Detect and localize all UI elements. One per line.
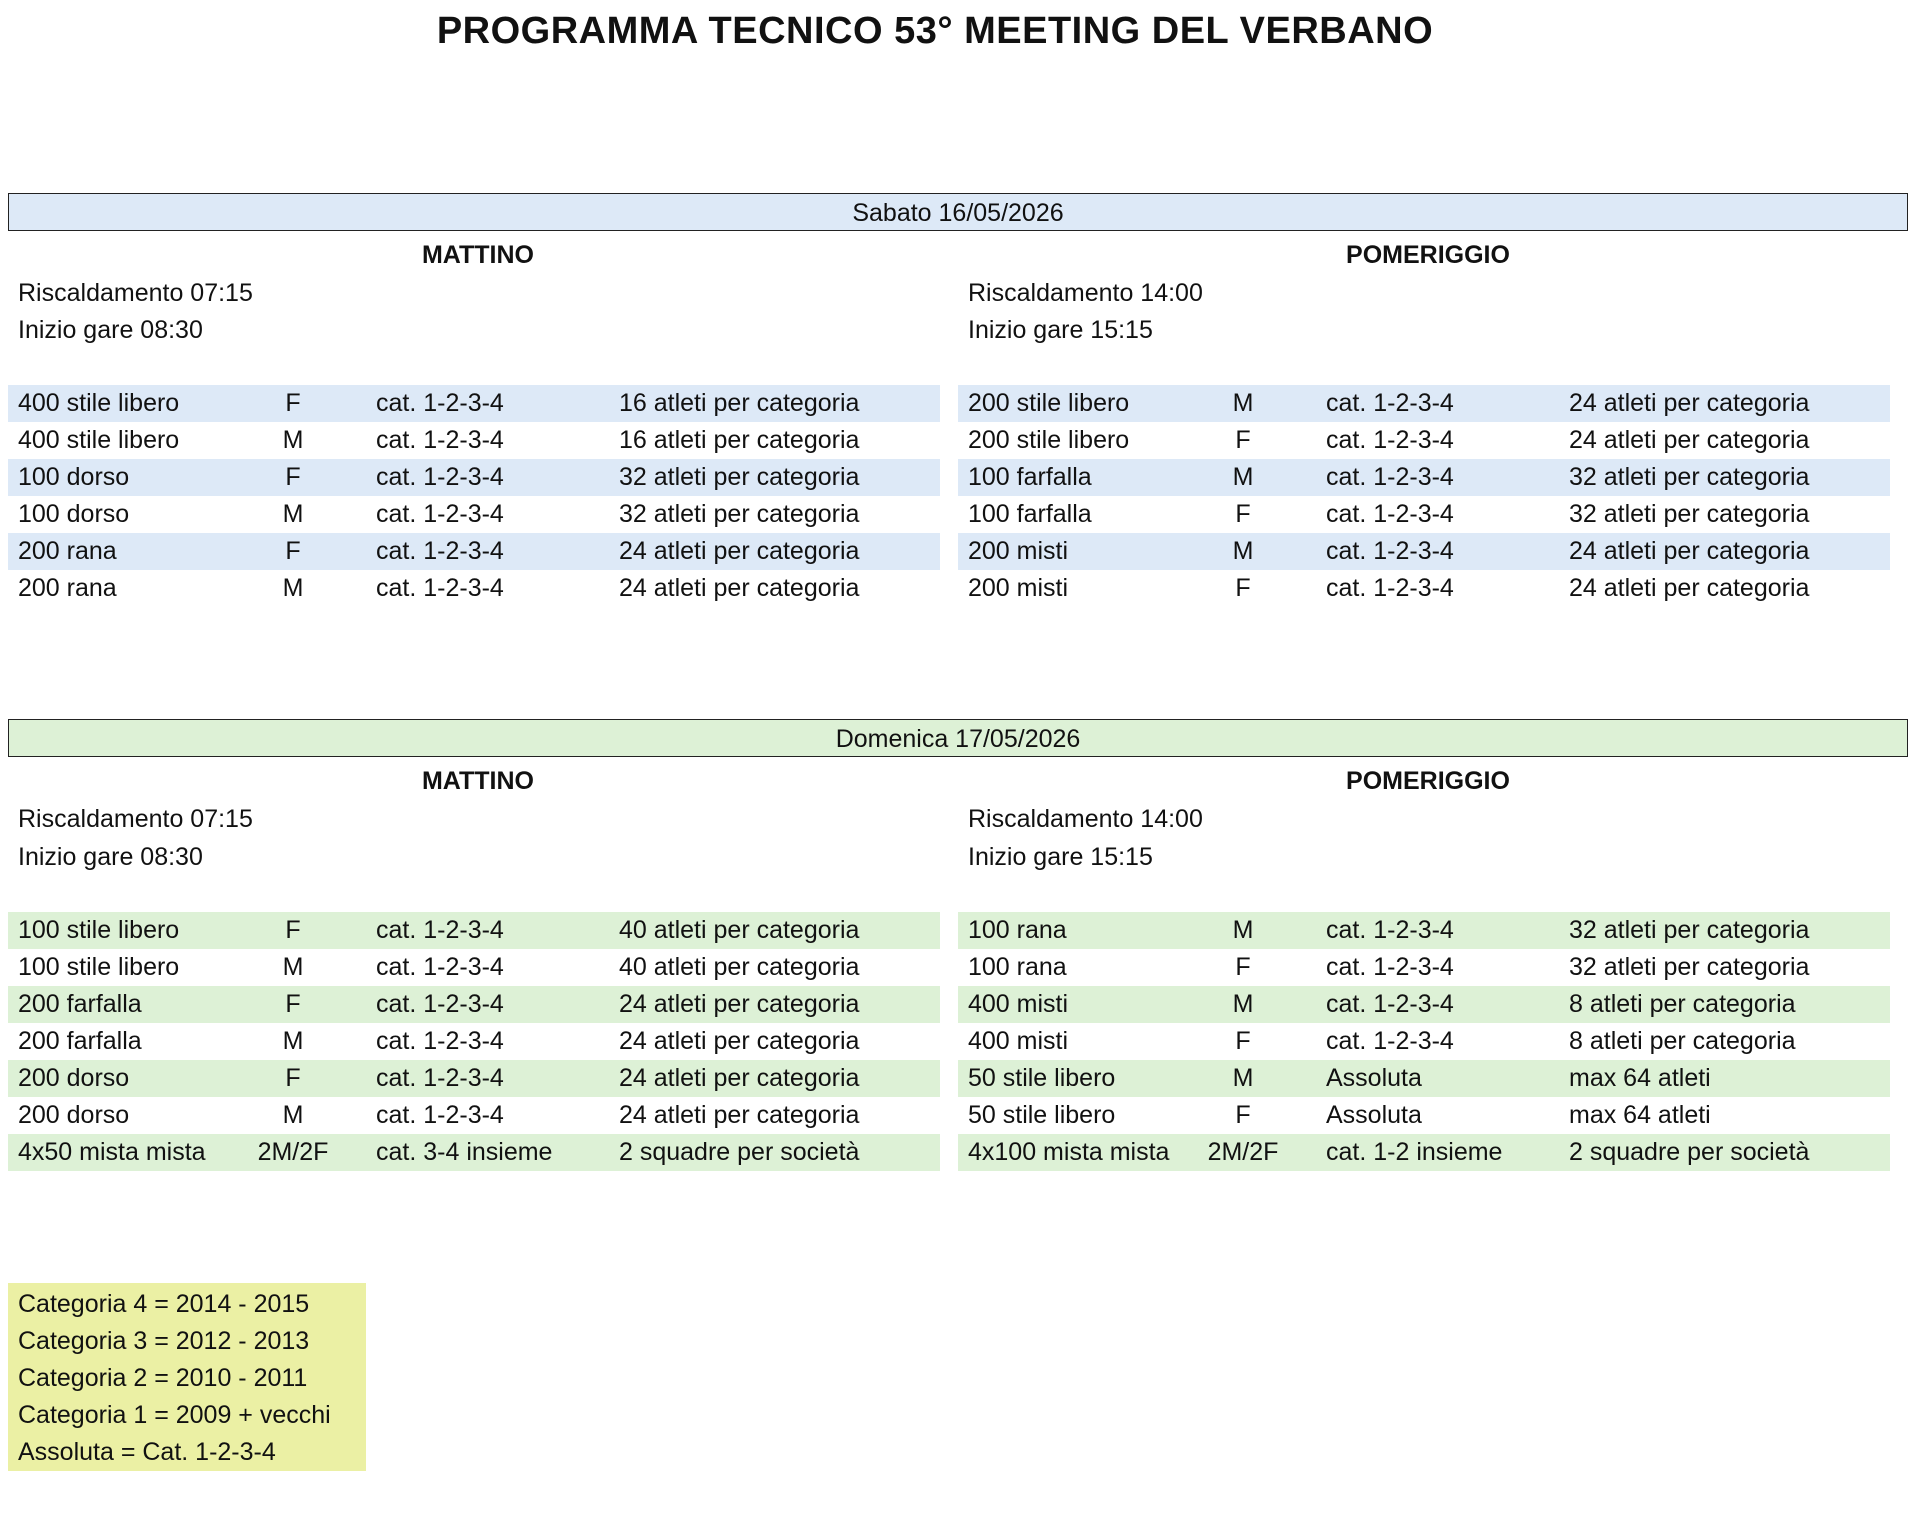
event-limit: 24 atleti per categoria [619, 1064, 860, 1092]
event-limit: 40 atleti per categoria [619, 953, 860, 981]
event-category: cat. 1-2-3-4 [1326, 1027, 1454, 1055]
event-category: cat. 1-2-3-4 [376, 500, 504, 528]
event-name: 100 stile libero [18, 953, 180, 981]
event-name: 4x50 mista mista [18, 1138, 206, 1166]
event-name: 100 rana [968, 953, 1067, 981]
event-sex: M [1232, 537, 1254, 565]
event-sex: F [285, 916, 301, 944]
event-sex: F [285, 463, 301, 491]
event-category: Assoluta [1326, 1101, 1422, 1129]
warmup-saturday-morning: Riscaldamento 07:15 [18, 279, 253, 307]
event-category: cat. 1-2-3-4 [376, 1064, 504, 1092]
event-sex: F [285, 389, 301, 417]
event-row [958, 1060, 1890, 1097]
event-name: 200 dorso [18, 1101, 130, 1129]
event-limit: 32 atleti per categoria [1569, 500, 1810, 528]
event-row [8, 570, 940, 607]
warmup-sunday-morning: Riscaldamento 07:15 [18, 805, 253, 833]
event-limit: 24 atleti per categoria [1569, 537, 1810, 565]
event-sex: M [1232, 990, 1254, 1018]
event-limit: 32 atleti per categoria [619, 500, 860, 528]
event-category: cat. 1-2-3-4 [1326, 953, 1454, 981]
legend-item: Assoluta = Cat. 1-2-3-4 [18, 1438, 276, 1466]
start-saturday-afternoon: Inizio gare 15:15 [968, 316, 1153, 344]
event-name: 100 farfalla [968, 500, 1092, 528]
event-name: 100 stile libero [18, 916, 180, 944]
events-table-sunday-afternoon [958, 912, 1890, 1171]
event-row [958, 949, 1890, 986]
event-limit: 2 squadre per società [1569, 1138, 1810, 1166]
event-name: 4x100 mista mista [968, 1138, 1170, 1166]
event-category: Assoluta [1326, 1064, 1422, 1092]
event-limit: max 64 atleti [1569, 1064, 1711, 1092]
legend-item: Categoria 1 = 2009 + vecchi [18, 1401, 331, 1429]
event-sex: M [282, 426, 304, 454]
event-limit: 24 atleti per categoria [1569, 426, 1810, 454]
event-name: 50 stile libero [968, 1064, 1116, 1092]
event-limit: 32 atleti per categoria [619, 463, 860, 491]
event-sex: F [1235, 574, 1251, 602]
event-sex: M [282, 953, 304, 981]
event-sex: 2M/2F [1207, 1138, 1279, 1166]
event-category: cat. 1-2-3-4 [376, 463, 504, 491]
event-limit: 8 atleti per categoria [1569, 1027, 1796, 1055]
event-name: 100 dorso [18, 500, 130, 528]
event-sex: M [282, 500, 304, 528]
event-row [958, 422, 1890, 459]
event-category: cat. 1-2-3-4 [1326, 916, 1454, 944]
event-row [958, 912, 1890, 949]
event-limit: 24 atleti per categoria [619, 574, 860, 602]
event-name: 50 stile libero [968, 1101, 1116, 1129]
event-category: cat. 1-2-3-4 [376, 426, 504, 454]
session-title-sunday-morning: MATTINO [421, 767, 534, 795]
event-limit: 40 atleti per categoria [619, 916, 860, 944]
events-table-saturday-afternoon [958, 385, 1890, 607]
event-row [8, 1134, 940, 1171]
event-category: cat. 1-2-3-4 [376, 953, 504, 981]
event-limit: max 64 atleti [1569, 1101, 1711, 1129]
event-row [958, 986, 1890, 1023]
event-sex: 2M/2F [257, 1138, 329, 1166]
event-sex: F [1235, 500, 1251, 528]
event-row [958, 1097, 1890, 1134]
event-sex: M [1232, 1064, 1254, 1092]
event-category: cat. 1-2-3-4 [1326, 537, 1454, 565]
event-name: 100 farfalla [968, 463, 1092, 491]
event-category: cat. 1-2-3-4 [376, 389, 504, 417]
start-saturday-morning: Inizio gare 08:30 [18, 316, 203, 344]
event-limit: 32 atleti per categoria [1569, 916, 1810, 944]
event-limit: 2 squadre per società [619, 1138, 860, 1166]
warmup-saturday-afternoon: Riscaldamento 14:00 [968, 279, 1203, 307]
event-sex: M [282, 574, 304, 602]
event-name: 200 farfalla [18, 990, 142, 1018]
event-name: 200 rana [18, 574, 117, 602]
event-row [8, 496, 940, 533]
event-name: 200 farfalla [18, 1027, 142, 1055]
event-name: 400 stile libero [18, 426, 180, 454]
event-name: 400 misti [968, 1027, 1069, 1055]
event-row [8, 1097, 940, 1134]
warmup-sunday-afternoon: Riscaldamento 14:00 [968, 805, 1203, 833]
start-sunday-morning: Inizio gare 08:30 [18, 843, 203, 871]
event-category: cat. 1-2-3-4 [376, 916, 504, 944]
event-row [8, 422, 940, 459]
event-sex: M [1232, 463, 1254, 491]
event-row [8, 459, 940, 496]
legend-item: Categoria 3 = 2012 - 2013 [18, 1327, 310, 1355]
event-sex: F [1235, 1027, 1251, 1055]
legend-item: Categoria 4 = 2014 - 2015 [18, 1290, 310, 1318]
event-category: cat. 1-2-3-4 [376, 1027, 504, 1055]
event-category: cat. 1-2-3-4 [376, 574, 504, 602]
event-limit: 32 atleti per categoria [1569, 953, 1810, 981]
event-name: 200 stile libero [968, 426, 1130, 454]
event-sex: F [1235, 426, 1251, 454]
page-title: PROGRAMMA TECNICO 53° MEETING DEL VERBANO [436, 10, 1434, 52]
event-limit: 16 atleti per categoria [619, 426, 860, 454]
event-limit: 32 atleti per categoria [1569, 463, 1810, 491]
event-limit: 24 atleti per categoria [1569, 389, 1810, 417]
event-name: 200 rana [18, 537, 117, 565]
event-category: cat. 1-2-3-4 [1326, 389, 1454, 417]
event-name: 200 misti [968, 574, 1069, 602]
start-sunday-afternoon: Inizio gare 15:15 [968, 843, 1153, 871]
event-sex: M [282, 1101, 304, 1129]
event-name: 200 stile libero [968, 389, 1130, 417]
event-row [8, 912, 940, 949]
event-row [8, 986, 940, 1023]
event-limit: 24 atleti per categoria [619, 1101, 860, 1129]
event-limit: 16 atleti per categoria [619, 389, 860, 417]
event-row [958, 496, 1890, 533]
event-category: cat. 1-2-3-4 [1326, 574, 1454, 602]
event-row [8, 533, 940, 570]
event-row [958, 570, 1890, 607]
event-row [8, 1060, 940, 1097]
event-category: cat. 1-2-3-4 [376, 990, 504, 1018]
events-table-saturday-morning [8, 385, 940, 607]
event-sex: F [1235, 953, 1251, 981]
event-limit: 24 atleti per categoria [619, 537, 860, 565]
event-limit: 24 atleti per categoria [619, 1027, 860, 1055]
event-name: 200 misti [968, 537, 1069, 565]
day-header-saturday: Sabato 16/05/2026 [8, 193, 1908, 231]
event-row [958, 533, 1890, 570]
event-category: cat. 1-2-3-4 [1326, 426, 1454, 454]
event-category: cat. 3-4 insieme [376, 1138, 553, 1166]
event-limit: 24 atleti per categoria [619, 990, 860, 1018]
event-name: 200 dorso [18, 1064, 130, 1092]
session-title-saturday-morning: MATTINO [421, 241, 534, 269]
event-sex: F [285, 990, 301, 1018]
event-row [8, 1023, 940, 1060]
event-limit: 8 atleti per categoria [1569, 990, 1796, 1018]
event-row [958, 459, 1890, 496]
event-name: 400 stile libero [18, 389, 180, 417]
session-title-saturday-afternoon: POMERIGGIO [1346, 241, 1510, 269]
event-category: cat. 1-2-3-4 [1326, 463, 1454, 491]
events-table-sunday-morning [8, 912, 940, 1171]
event-row [958, 385, 1890, 422]
event-row [958, 1023, 1890, 1060]
event-row [8, 949, 940, 986]
event-category: cat. 1-2 insieme [1326, 1138, 1503, 1166]
event-sex: F [1235, 1101, 1251, 1129]
event-sex: M [1232, 389, 1254, 417]
event-name: 100 rana [968, 916, 1067, 944]
event-sex: M [282, 1027, 304, 1055]
category-legend [8, 1283, 366, 1471]
legend-item: Categoria 2 = 2010 - 2011 [18, 1364, 308, 1392]
day-header-sunday: Domenica 17/05/2026 [8, 719, 1908, 757]
event-category: cat. 1-2-3-4 [376, 537, 504, 565]
event-category: cat. 1-2-3-4 [1326, 500, 1454, 528]
event-category: cat. 1-2-3-4 [376, 1101, 504, 1129]
event-row [8, 385, 940, 422]
event-name: 400 misti [968, 990, 1069, 1018]
event-category: cat. 1-2-3-4 [1326, 990, 1454, 1018]
event-sex: F [285, 1064, 301, 1092]
session-title-sunday-afternoon: POMERIGGIO [1346, 767, 1510, 795]
event-sex: M [1232, 916, 1254, 944]
event-limit: 24 atleti per categoria [1569, 574, 1810, 602]
event-row [958, 1134, 1890, 1171]
event-sex: F [285, 537, 301, 565]
event-name: 100 dorso [18, 463, 130, 491]
